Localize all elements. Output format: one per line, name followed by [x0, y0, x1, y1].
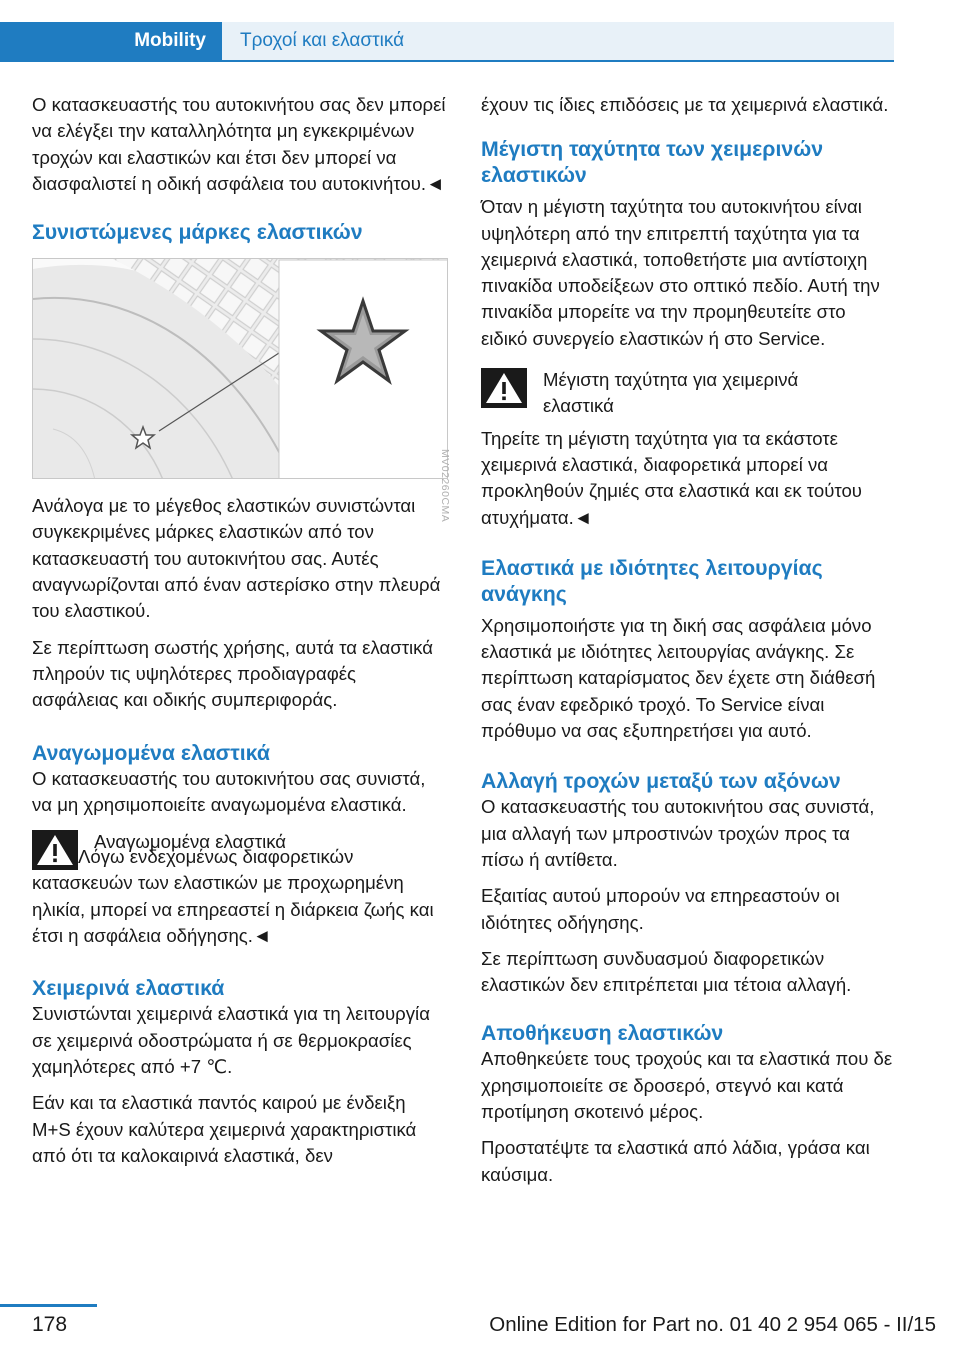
swap-paragraph-3: Σε περίπτωση συνδυασμού διαφορετικών ελαστικών δεν επιτρέπεται μια τέτοια αλλαγή.	[481, 947, 852, 996]
warning-max-speed-text: Τηρείτε τη μέγιστη ταχύτητα για τα εκάστοτε χειμερινά ελαστικά, διαφορετικά μπορεί να προκληθούν ζημιές στα ελαστικά και εκ τούτου ατυχήματα.◄	[481, 427, 862, 528]
storage-paragraph-2: Προστατέψτε τα ελαστικά από λάδια, γράσα και καύσιμα.	[481, 1137, 870, 1185]
warning-icon	[32, 830, 78, 870]
run-flat-paragraph: Χρησιμοποιήστε για τη δική σας ασφάλεια μόνο ελαστικά με ιδιότητες λειτουργίας ανάγκης. Σε περίπτωση καταρίσματος δεν έχετε στη διάθεσή σας έναν εφεδρικό τροχό. Το Service είναι πρόθυμο να σας εξυπηρετήσει για αυτό.	[481, 614, 876, 742]
warning-retread-title: Αναγωμομένα ελαστικά	[94, 831, 287, 853]
warning-retread-text: Λόγω ενδεχομένως διαφορετικών κατασκευών των ελαστικών με προχωρημένη ηλικία, μπορεί να επηρεαστεί η διάρκεια ζωής και έτσι η ασφάλεια οδήγησης.◄	[32, 846, 434, 947]
intro-paragraph: Ο κατασκευαστής του αυτοκινήτου σας δεν μπορεί να ελέγξει την καταλληλότητα μη εγκεκριμένων τροχών και ελαστικών και έτσι δεν μπορεί να διασφαλιστεί η οδική ασφάλεια του αυτοκινήτου.◄	[32, 94, 446, 194]
page-number: 178	[32, 1313, 68, 1336]
max-speed-paragraph: Όταν η μέγιστη ταχύτητα του αυτοκινήτου είναι υψηλότερη από την επιτρεπτή ταχύτητα για τα χειμερινά ελαστικά, τοποθετήστε μια αντίστοιχη πινακίδα υποδείξεων στο οπτικό πεδίο. Αυτή την πινακίδα μπορείτε να την προμηθευτείτε στο ειδικό συνεργείο ελαστικών ή στο Service.	[481, 196, 880, 349]
brands-paragraph-2: Σε περίπτωση σωστής χρήσης, αυτά τα ελαστικά πληρούν τις υψηλότερες προδιαγραφές ασφάλειας και οδικής συμπεριφοράς.	[32, 636, 433, 711]
page-number-bar	[0, 1304, 97, 1307]
heading-max-speed-winter: Μέγιστη ταχύτητα των χειμερινών ελαστικών	[481, 137, 824, 188]
header-rule	[0, 60, 894, 62]
edition-footer: Online Edition for Part no. 01 40 2 954 065 - II/15	[489, 1313, 936, 1336]
left-column	[32, 92, 446, 1179]
figure-code: MV02260CMA	[439, 449, 451, 523]
right-column	[481, 92, 895, 1198]
heading-retreaded-tires: Αναγωμομένα ελαστικά	[32, 740, 270, 765]
tire-star-figure	[32, 258, 448, 479]
winter-paragraph-1: Συνιστώνται χειμερινά ελαστικά για τη λειτουργία σε χειμερινά οδοστρώματα ή σε θερμοκρασίες χαμηλότερες από +7 ℃.	[32, 1003, 430, 1077]
tire-illustration	[33, 259, 448, 479]
storage-paragraph-1: Αποθηκεύετε τους τροχούς και τα ελαστικά που δε χρησιμοποιείτε σε δροσερό, στεγνό και κατά προτίμηση σκοτεινό μέρος.	[481, 1048, 893, 1123]
brands-paragraph-1: Ανάλογα με το μέγεθος ελαστικών συνιστώνται συγκεκριμένες μάρκες ελαστικών από τον κατασκευαστή του αυτοκινήτου σας. Αυτές αναγνωρίζονται από έναν αστερίσκο στην πλευρά του ελαστικού.	[32, 495, 441, 622]
page-header	[0, 0, 894, 62]
swap-paragraph-1: Ο κατασκευαστής του αυτοκινήτου σας συνιστά, μια αλλαγή των μπροστινών τροχών προς τα πίσω ή αντίθετα.	[481, 796, 875, 870]
retread-paragraph: Ο κατασκευαστής του αυτοκινήτου σας συνιστά, να μη χρησιμοποιείτε αναγωμομένα ελαστικά.	[32, 767, 426, 815]
warning-icon	[481, 368, 527, 408]
winter-paragraph-2: Εάν και τα ελαστικά παντός καιρού με ένδειξη M+S έχουν καλύτερα χειμερινά χαρακτηριστικά από ότι τα καλοκαιρινά ελαστικά, δεν	[32, 1092, 417, 1166]
heading-run-flat: Ελαστικά με ιδιότητες λειτουργίας ανάγκης	[481, 555, 823, 606]
heading-recommended-brands: Συνιστώμενες μάρκες ελαστικών	[32, 220, 363, 245]
continued-paragraph: έχουν τις ίδιες επιδόσεις με τα χειμερινά ελαστικά.	[481, 94, 889, 115]
heading-tire-storage: Αποθήκευση ελαστικών	[481, 1021, 724, 1046]
swap-paragraph-2: Εξαιτίας αυτού μπορούν να επηρεαστούν οι ιδιότητες οδήγησης.	[481, 885, 840, 933]
section-tab: Mobility	[0, 22, 222, 60]
chapter-tab: Τροχοί και ελαστικά	[222, 22, 894, 60]
warning-max-speed	[481, 366, 895, 420]
heading-wheel-swap: Αλλαγή τροχών μεταξύ των αξόνων	[481, 769, 841, 794]
heading-winter-tires: Χειμερινά ελαστικά	[32, 976, 225, 1001]
warning-max-speed-title: Μέγιστη ταχύτητα για χειμερινά ελαστικά	[543, 369, 799, 417]
